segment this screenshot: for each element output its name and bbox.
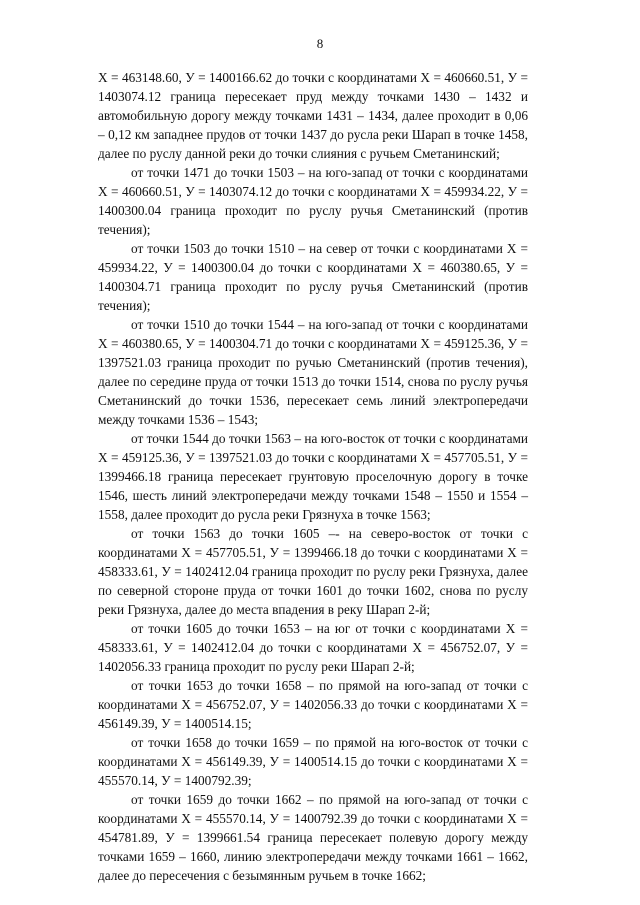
- paragraph-segment-1503-1510: от точки 1503 до точки 1510 – на север от точки с координатами X = 459934.22, У = 1400300.04 до точки с координатами X = 460380.65, У = 1400304.71 граница проходит по руслу ручья Сметанинский (против течения);: [98, 241, 528, 313]
- paragraph-segment-1658-1659: от точки 1658 до точки 1659 – по прямой на юго-восток от точки с координатами X = 456149.39, У = 1400514.15 до точки с координатами X = 455570.14, У = 1400792.39;: [98, 735, 528, 788]
- paragraph-continuation: X = 463148.60, У = 1400166.62 до точки с координатами X = 460660.51, У = 1403074.12 граница пересекает пруд между точками 1430 – 1432 и автомобильную дорогу между точками 1431 – 1434, далее проходит в 0,06 – 0,12 км западнее прудов от точки 1437 до русла реки Шарап в точке 1458, далее по руслу данной реки до точки слияния с ручьем Сметанинский;: [98, 70, 528, 161]
- document-body: [98, 68, 528, 885]
- paragraph-segment-1659-1662: от точки 1659 до точки 1662 – по прямой на юго-запад от точки с координатами X = 455570.14, У = 1400792.39 до точки с координатами X = 454781.89, У = 1399661.54 граница пересекает полевую дорогу между точками 1659 – 1660, линию электропередачи между точками 1661 – 1662, далее до пересечения с безымянным ручьем в точке 1662;: [98, 792, 528, 883]
- paragraph-segment-1510-1544: от точки 1510 до точки 1544 – на юго-запад от точки с координатами X = 460380.65, У = 1400304.71 до точки с координатами X = 459125.36, У = 1397521.03 граница проходит по ручью Сметанинский (против течения), далее по середине пруда от точки 1513 до точки 1514, снова по руслу ручья Сметанинский до точки 1536, пересекает семь линий электропередачи между точками 1536 – 1543;: [98, 317, 528, 427]
- paragraph-segment-1471-1503: от точки 1471 до точки 1503 – на юго-запад от точки с координатами X = 460660.51, У = 1403074.12 до точки с координатами X = 459934.22, У = 1400300.04 граница проходит по руслу ручья Сметанинский (против течения);: [98, 165, 528, 237]
- paragraph-segment-1605-1653: от точки 1605 до точки 1653 – на юг от точки с координатами X = 458333.61, У = 1402412.04 до точки с координатами X = 456752.07, У = 1402056.33 граница проходит по руслу реки Шарап 2-й;: [98, 621, 528, 674]
- paragraph-segment-1544-1563: от точки 1544 до точки 1563 – на юго-восток от точки с координатами X = 459125.36, У = 1397521.03 до точки с координатами X = 457705.51, У = 1399466.18 граница пересекает грунтовую проселочную дорогу в точке 1546, шесть линий электропередачи между точками 1548 – 1550 и 1554 – 1558, далее проходит до русла реки Грязнуха в точке 1563;: [98, 431, 528, 522]
- paragraph-segment-1563-1605: от точки 1563 до точки 1605 –- на северо-восток от точки с координатами X = 457705.51, У = 1399466.18 до точки с координатами X = 458333.61, У = 1402412.04 граница проходит по руслу реки Грязнуха, далее по северной стороне пруда от точки 1601 до точки 1602, снова по руслу реки Грязнуха, далее до места впадения в реку Шарап 2-й;: [98, 526, 528, 617]
- paragraph-segment-1653-1658: от точки 1653 до точки 1658 – по прямой на юго-запад от точки с координатами X = 456752.07, У = 1402056.33 до точки с координатами X = 456149.39, У = 1400514.15;: [98, 678, 528, 731]
- page-number: 8: [316, 36, 324, 51]
